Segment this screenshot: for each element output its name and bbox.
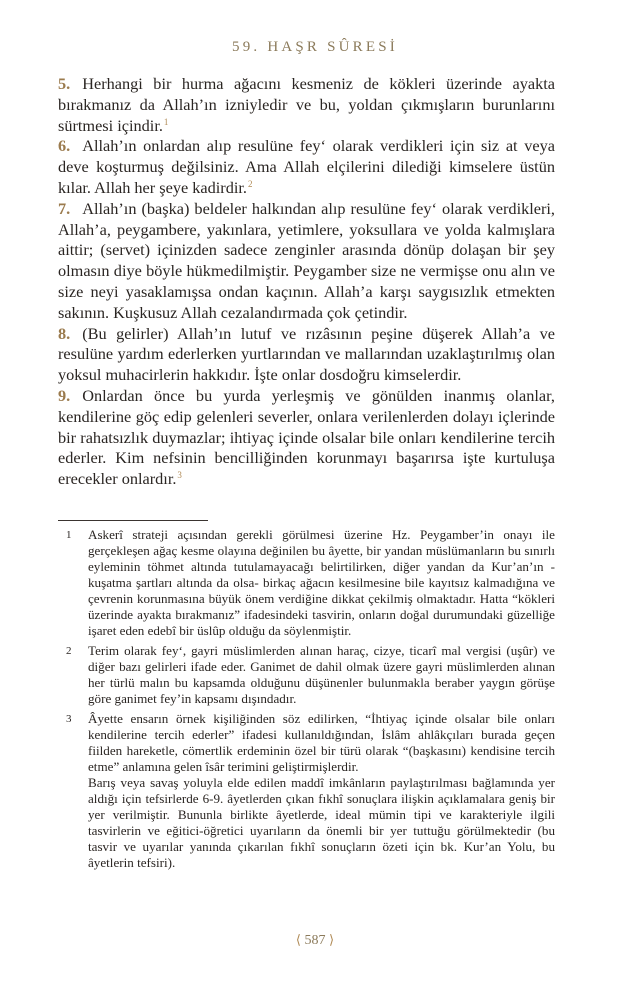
verse-number: 9. xyxy=(58,385,71,405)
footnote-text: Barış veya savaş yoluyla elde edilen maddî imkânların paylaştırılması bağlamında yer aldığı için tefsirlerde 6-9. âyetlerden çıkan fıkhî sonuçlara ilişkin açıklamalara geniş bir yer verilmiştir. Bununla birlikte âyetlerde, ideal mümin tipi ve karakteriyle ilgili tasvirlerin ve eğitici-öğretici uyarıların da önemli bir yer tuttuğu görülmektedir (bu tasvir ve uyarılar yanında çıkarılan fıkhî sonuçların özeti için bk. Kur’an Yolu, bu âyetlerin tefsiri). xyxy=(88,775,555,870)
footnote-ref[interactable]: 1 xyxy=(163,116,169,127)
verse-8 xyxy=(58,324,555,386)
footnote-text: Askerî strateji açısından gerekli görülmesi üzerine Hz. Peygamber’in onayı ile gerçekleşen ağaç kesme olayına değinilen bu âyette, bir yandan müslümanların bu sınırlı eyleminin töhmet altında tutulamayacağı belirtilirken, diğer yandan da Kur’an’ın -kuşatma şartları altında da olsa- birkaç ağacın kesilmesine bile kayıtsız kalmadığına ve çevrenin korunmasına büyük önem verdiğine dikkat çekilmiş olmaktadır. Hatta “kökleri üzerinde ayakta bırakmanız” ifadesindeki tasvirin, onların doğal durumundaki güzelliğe işaret eden edebî bir üslûp olduğu da söylenmiştir. xyxy=(88,527,555,638)
verse-5 xyxy=(58,74,555,136)
footnote-2 xyxy=(58,643,555,707)
footnote-3 xyxy=(58,711,555,871)
footnote-text: Âyette ensarın örnek kişiliğinden söz edilirken, “İhtiyaç içinde olsalar bile onları kendilerine tercih ederler” ifadesi kullanıldığından, İslâm ahlâkçıları burada geçen fiilden hareketle, cömertlik erdeminin özel bir türü olarak “(başkasını) kendisine tercih etme” anlamına gelen îsâr terimini geliştirmişlerdir. xyxy=(88,711,555,774)
footnote-divider xyxy=(58,520,208,521)
footnote-number: 1 xyxy=(66,529,72,541)
verse-text: Allah’ın onlardan alıp resulüne fey‘ olarak verdikleri için siz at veya deve koşturmuş değilsiniz. Ama Allah elçilerini dilediği kimselere üstün kılar. Allah her şeye kadirdir. xyxy=(58,136,555,197)
verse-block xyxy=(58,74,555,490)
left-ornament-icon: ⟨ xyxy=(295,932,301,947)
verse-6 xyxy=(58,136,555,198)
verse-number: 7. xyxy=(58,198,71,218)
verse-text: Herhangi bir hurma ağacını kesmeniz de kökleri üzerinde ayakta bırakmanız da Allah’ın izniyledir ve bu, yoldan çıkmışların burunlarını sürtmesi içindir. xyxy=(58,74,555,135)
verse-number: 6. xyxy=(58,136,71,156)
verse-text: (Bu gelirler) Allah’ın lutuf ve rızâsının peşine düşerek Allah’a ve resulüne yardım ederlerken yurtlarından ve mallarından uzaklaştırılmış olan yoksul muhacirlerin hakkıdır. İşte onlar dosdoğru kimselerdir. xyxy=(58,323,555,385)
footnote-ref[interactable]: 3 xyxy=(177,470,182,481)
verse-number: 5. xyxy=(58,74,71,93)
verse-number: 8. xyxy=(58,323,71,343)
verse-text: Allah’ın (başka) beldeler halkından alıp resulüne fey‘ olarak verdikleri, Allah’a, peygambere, yakınlara, yetimlere, yoksullara ve yolda kalmışlara aittir; (servet) içinizden sadece zenginler arasında dönüp dolaşan bir şey olmasın diye böyle hükmedilmiştir. Peygamber size ne vermişse onu alın ve size neyi yasaklamışsa ondan kaçının. Allah’a karşı saygısızlık etmekten sakının. Kuşkusuz Allah cezalandırmada çok çetindir. xyxy=(58,198,555,322)
footnote-text: Terim olarak fey‘, gayri müslimlerden alınan haraç, cizye, ticarî mal vergisi (uşûr) ve diğer bazı gelirleri ifade eder. Ganimet de dahil olmak üzere gayri müslimlerden alınan her türlü malın bu kapsamda olduğunu düşünenler bulunmakla beraber yaygın görüşe göre ganimet fey’in kapsamı dışındadır. xyxy=(88,643,555,706)
footnote-ref[interactable]: 2 xyxy=(248,178,253,189)
verse-text: Onlardan önce bu yurda yerleşmiş ve gönülden inanmış olanlar, kendilerine göç edip gelenleri severler, onlara verilenlerden dolayı içlerinde bir rahatsızlık duymazlar; ihtiyaç içinde olsalar bile onları kendilerine tercih ederler. Kim nefsinin bencilliğinden korunmayı başarırsa işte kurtuluşa erecekler onlardır. xyxy=(58,385,555,489)
footnote-number: 3 xyxy=(66,713,72,725)
verse-9 xyxy=(58,386,555,490)
page-number-value: 587 xyxy=(304,933,326,948)
right-ornament-icon: ⟩ xyxy=(329,932,335,947)
running-header: 59. HAŞR SÛRESİ xyxy=(232,39,398,55)
page-number xyxy=(0,932,630,949)
footnote-number: 2 xyxy=(66,645,72,657)
footnotes xyxy=(58,527,555,875)
verse-7 xyxy=(58,199,555,324)
footnote-1 xyxy=(58,527,555,639)
